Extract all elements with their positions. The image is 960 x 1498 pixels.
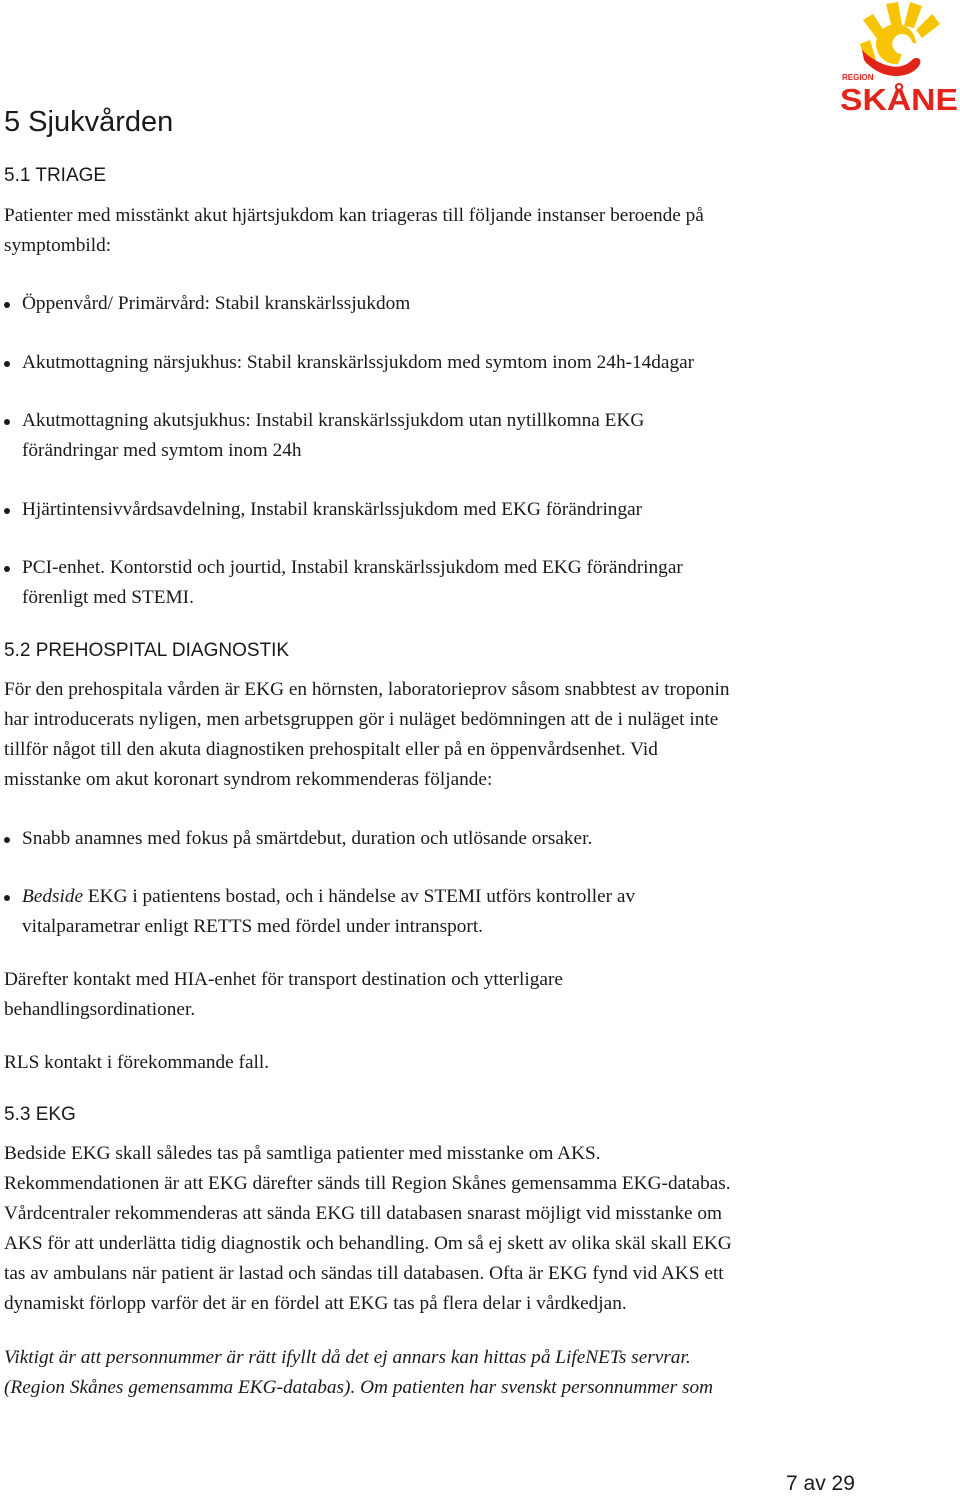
chapter-title: 5 Sjukvården — [4, 106, 174, 138]
text-line: förenligt med STEMI. — [22, 587, 194, 608]
text-line: AKS för att underlätta tidig diagnostik och behandling. Om så ej skett av olika skäl skall EKG — [4, 1233, 732, 1254]
text-line: För den prehospitala vården är EKG en hörnsten, laboratorieprov såsom snabbtest av troponin — [4, 679, 730, 700]
bullet-icon — [4, 895, 10, 901]
text-line: Rekommendationen är att EKG därefter sänds till Region Skånes gemensamma EKG-databas. — [4, 1173, 731, 1194]
text-line: Patienter med misstänkt akut hjärtsjukdom kan triageras till följande instanser beroende på — [4, 205, 704, 226]
bullet-icon — [4, 302, 10, 308]
list-item-text — [22, 406, 882, 466]
list-item-text — [22, 553, 882, 613]
list-item-text: Akutmottagning närsjukhus: Stabil kranskärlssjukdom med symtom inom 24h-14dagar — [22, 352, 695, 373]
text-line: Viktigt är att personnummer är rätt ifyllt då det ej annars kan hittas på LifeNETs servrar. — [4, 1347, 691, 1368]
logo-big-text: SKÅNE — [840, 82, 958, 114]
text-line: (Region Skånes gemensamma EKG-databas). Om patienten har svenskt personnummer som — [4, 1377, 714, 1398]
text-line: dynamiskt förlopp varför det är en fördel att EKG tas på flera delar i vårdkedjan. — [4, 1293, 627, 1314]
text-line: tillför något till den akuta diagnostiken prehospitalt eller på en öppenvårdsenhet. Vid — [4, 739, 658, 760]
list-item-text: Hjärtintensivvårdsavdelning, Instabil kranskärlssjukdom med EKG förändringar — [22, 499, 643, 520]
personnummer-note — [4, 1343, 874, 1403]
region-skane-logo — [836, 0, 960, 114]
text-line — [22, 882, 882, 912]
bullet-icon — [4, 837, 10, 843]
section-heading-prehospital: 5.2 PREHOSPITAL DIAGNOSTIK — [4, 640, 290, 661]
rls-paragraph — [4, 1048, 874, 1078]
bullet-icon — [4, 361, 10, 367]
text-line: PCI-enhet. Kontorstid och jourtid, Instabil kranskärlssjukdom med EKG förändringar — [22, 557, 683, 578]
prehospital-paragraph — [4, 675, 874, 795]
text-line: tas av ambulans när patient är lastad och sändas till databasen. Ofta är EKG fynd vid AKS ett — [4, 1263, 724, 1284]
text-line: har introducerats nyligen, men arbetsgruppen gör i nuläget bedömningen att de i nuläget inte — [4, 709, 719, 730]
triage-intro — [4, 201, 874, 261]
text-line: förändringar med symtom inom 24h — [22, 440, 302, 461]
logo-graphic — [836, 0, 960, 114]
text-line: Därefter kontakt med HIA-enhet för transport destination och ytterligare — [4, 969, 563, 990]
text-line: vitalparametrar enligt RETTS med fördel under intransport. — [22, 916, 483, 937]
text-line: behandlingsordinationer. — [4, 999, 196, 1020]
after-paragraph — [4, 965, 874, 1025]
bullet-icon — [4, 566, 10, 572]
list-item-text: Snabb anamnes med fokus på smärtdebut, duration och utlösande orsaker. — [22, 828, 593, 849]
section-heading-ekg: 5.3 EKG — [4, 1104, 76, 1125]
ekg-paragraph — [4, 1139, 874, 1319]
italic-term: Bedside — [22, 886, 84, 907]
bullet-icon — [4, 508, 10, 514]
logo-small-text: REGION — [842, 73, 874, 82]
text-line: misstanke om akut koronart syndrom rekommenderas följande: — [4, 769, 493, 790]
text-line: Vårdcentraler rekommenderas att sända EKG till databasen snarast möjligt vid misstanke om — [4, 1203, 723, 1224]
text-fragment: EKG i patientens bostad, och i händelse av STEMI utförs kontroller av — [83, 886, 636, 907]
text-line: Akutmottagning akutsjukhus: Instabil kranskärlssjukdom utan nytillkomna EKG — [22, 410, 645, 431]
text-line: symptombild: — [4, 235, 112, 256]
bullet-icon — [4, 419, 10, 425]
section-heading-triage: 5.1 TRIAGE — [4, 165, 107, 186]
text-line: RLS kontakt i förekommande fall. — [4, 1052, 270, 1073]
list-item-text: Öppenvård/ Primärvård: Stabil kranskärlssjukdom — [22, 293, 411, 314]
page-number: 7 av 29 — [786, 1472, 855, 1495]
list-item-text — [22, 882, 882, 942]
text-line: Bedside EKG skall således tas på samtliga patienter med misstanke om AKS. — [4, 1143, 601, 1164]
